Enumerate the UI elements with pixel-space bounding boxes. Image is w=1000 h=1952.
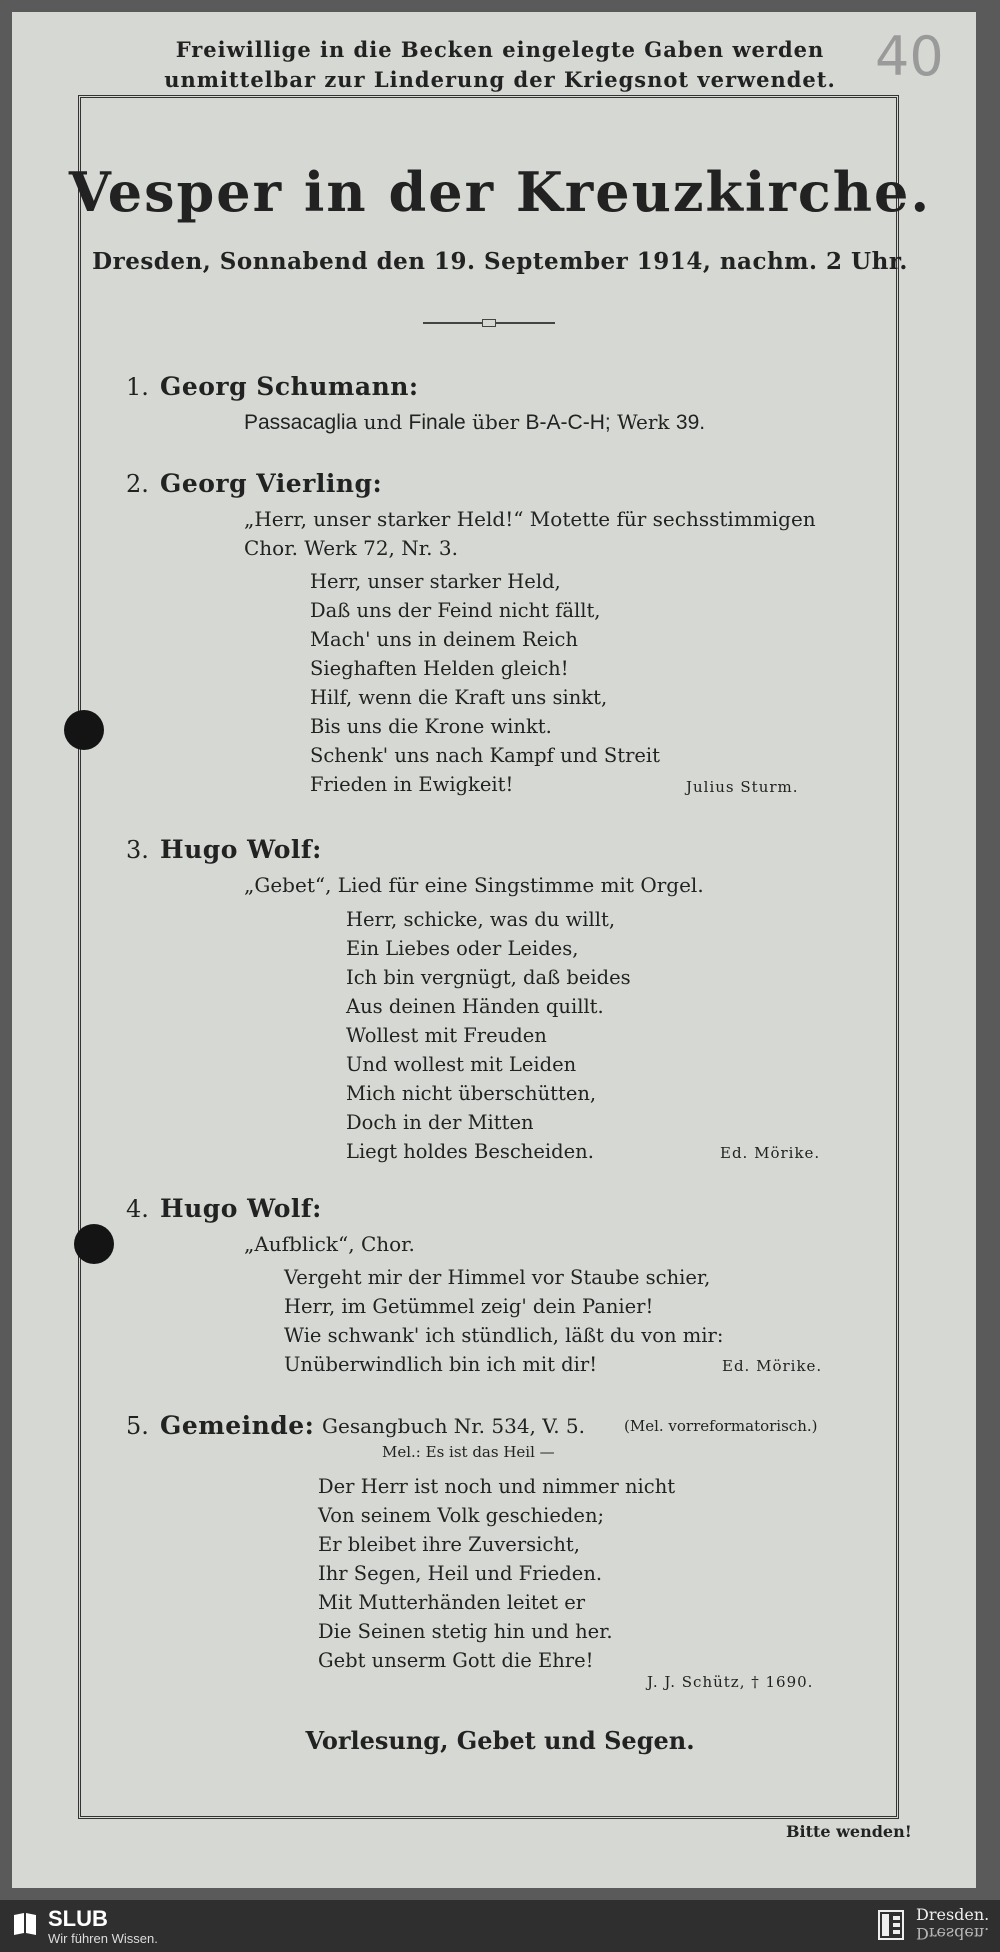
verse-line: Frieden in Ewigkeit! xyxy=(310,773,514,796)
work-title: „Herr, unser starker Held!“ Motette für sechsstimmigen xyxy=(244,507,816,531)
item-number: 3. xyxy=(126,836,149,864)
slub-brand[interactable]: SLUB xyxy=(48,1906,108,1931)
donation-notice-line-2: unmittelbar zur Linderung der Kriegsnot verwendet. xyxy=(164,67,836,92)
verse-line: Ihr Segen, Heil und Frieden. xyxy=(318,1562,603,1585)
verse-line: Liegt holdes Bescheiden. xyxy=(346,1140,594,1163)
verse-line: Doch in der Mitten xyxy=(346,1111,534,1134)
slub-book-icon xyxy=(12,1910,38,1936)
verse-line: Aus deinen Händen quillt. xyxy=(346,995,604,1018)
verse-line: Daß uns der Feind nicht fällt, xyxy=(310,599,601,622)
verse-line: Ein Liebes oder Leides, xyxy=(346,937,579,960)
verse-line: Der Herr ist noch und nimmer nicht xyxy=(318,1475,676,1498)
verse-line: Gebt unserm Gott die Ehre! xyxy=(318,1649,594,1672)
hymnal-reference: Gesangbuch Nr. 534, V. 5. xyxy=(322,1414,586,1438)
composer-name: Georg Vierling: xyxy=(160,469,383,498)
work-title-part: Werk xyxy=(617,410,670,434)
item-number: 5. xyxy=(126,1412,149,1440)
melody-line: Mel.: Es ist das Heil — xyxy=(382,1443,555,1461)
composer-name: Hugo Wolf: xyxy=(160,835,322,864)
item-number: 1. xyxy=(126,373,149,401)
verse-line: Sieghaften Helden gleich! xyxy=(310,657,569,680)
poem-author: Julius Sturm. xyxy=(686,778,799,796)
verse-line: Mich nicht überschütten, xyxy=(346,1082,597,1105)
slub-tagline: Wir führen Wissen. xyxy=(48,1931,158,1946)
verse-line: Mit Mutterhänden leitet er xyxy=(318,1591,586,1614)
work-title: „Gebet“, Lied für eine Singstimme mit Orgel. xyxy=(244,873,704,897)
verse-line: Wie schwank' ich stündlich, läßt du von mir: xyxy=(284,1324,724,1347)
verse-line: Von seinem Volk geschieden; xyxy=(318,1504,605,1527)
verse-line: Wollest mit Freuden xyxy=(346,1024,547,1047)
item-number: 4. xyxy=(126,1195,149,1223)
composer-name: Gemeinde: xyxy=(160,1411,315,1440)
work-title-part: Passacaglia xyxy=(244,411,358,434)
verse-line: Bis uns die Krone winkt. xyxy=(310,715,552,738)
verse-line: Hilf, wenn die Kraft uns sinkt, xyxy=(310,686,608,709)
viewer-footer xyxy=(0,1900,1000,1952)
work-title-continued: Chor. Werk 72, Nr. 3. xyxy=(244,536,458,560)
verse-line: Herr, unser starker Held, xyxy=(310,570,561,593)
composer-name: Georg Schumann: xyxy=(160,372,419,401)
dresden-brand-line: Dresden. xyxy=(916,1905,990,1924)
item-number: 2. xyxy=(126,470,149,498)
verse-line: Mach' uns in deinem Reich xyxy=(310,628,578,651)
poem-author: Ed. Mörike. xyxy=(720,1144,821,1162)
verse-line: Schenk' uns nach Kampf und Streit xyxy=(310,744,661,767)
verse-line: Herr, im Getümmel zeig' dein Panier! xyxy=(284,1295,654,1318)
verse-line: Unüberwindlich bin ich mit dir! xyxy=(284,1353,598,1376)
handwritten-page-number: 40 xyxy=(875,25,944,88)
verse-line: Vergeht mir der Himmel vor Staube schier, xyxy=(284,1266,711,1289)
composer-name: Hugo Wolf: xyxy=(160,1194,322,1223)
turn-over-note: Bitte wenden! xyxy=(786,1822,912,1841)
dresden-brand[interactable] xyxy=(916,1906,989,1942)
work-title-part: über xyxy=(472,410,520,434)
verse-line: Die Seinen stetig hin und her. xyxy=(318,1620,613,1643)
donation-notice-line-1: Freiwillige in die Becken eingelegte Gaben werden xyxy=(175,37,825,62)
melody-note: (Mel. vorreformatorisch.) xyxy=(624,1417,818,1435)
verse-line: Er bleibet ihre Zuversicht, xyxy=(318,1533,580,1556)
verse-line: Herr, schicke, was du willt, xyxy=(346,908,616,931)
event-date-line: Dresden, Sonnabend den 19. September 1914, nachm. 2 Uhr. xyxy=(92,248,908,275)
verse-line: Ich bin vergnügt, daß beides xyxy=(346,966,631,989)
punch-hole xyxy=(74,1224,114,1264)
work-title-part: Finale xyxy=(408,411,466,434)
work-title-part: 39. xyxy=(675,411,706,434)
punch-hole xyxy=(64,710,104,750)
poem-author: Ed. Mörike. xyxy=(722,1357,823,1375)
closing-line: Vorlesung, Gebet und Segen. xyxy=(305,1726,695,1755)
dresden-brand-mirror: Dresden. xyxy=(916,1924,990,1943)
work-title-part: B-A-C-H; xyxy=(525,411,611,434)
work-title: „Aufblick“, Chor. xyxy=(244,1232,415,1256)
divider-ornament-knot xyxy=(482,319,496,327)
page-title: Vesper in der Kreuzkirche. xyxy=(68,160,932,224)
verse-line: Und wollest mit Leiden xyxy=(346,1053,577,1076)
dresden-crest-icon xyxy=(878,1910,904,1940)
hymn-author: J. J. Schütz, † 1690. xyxy=(647,1673,814,1691)
work-title-part: und xyxy=(363,410,403,434)
